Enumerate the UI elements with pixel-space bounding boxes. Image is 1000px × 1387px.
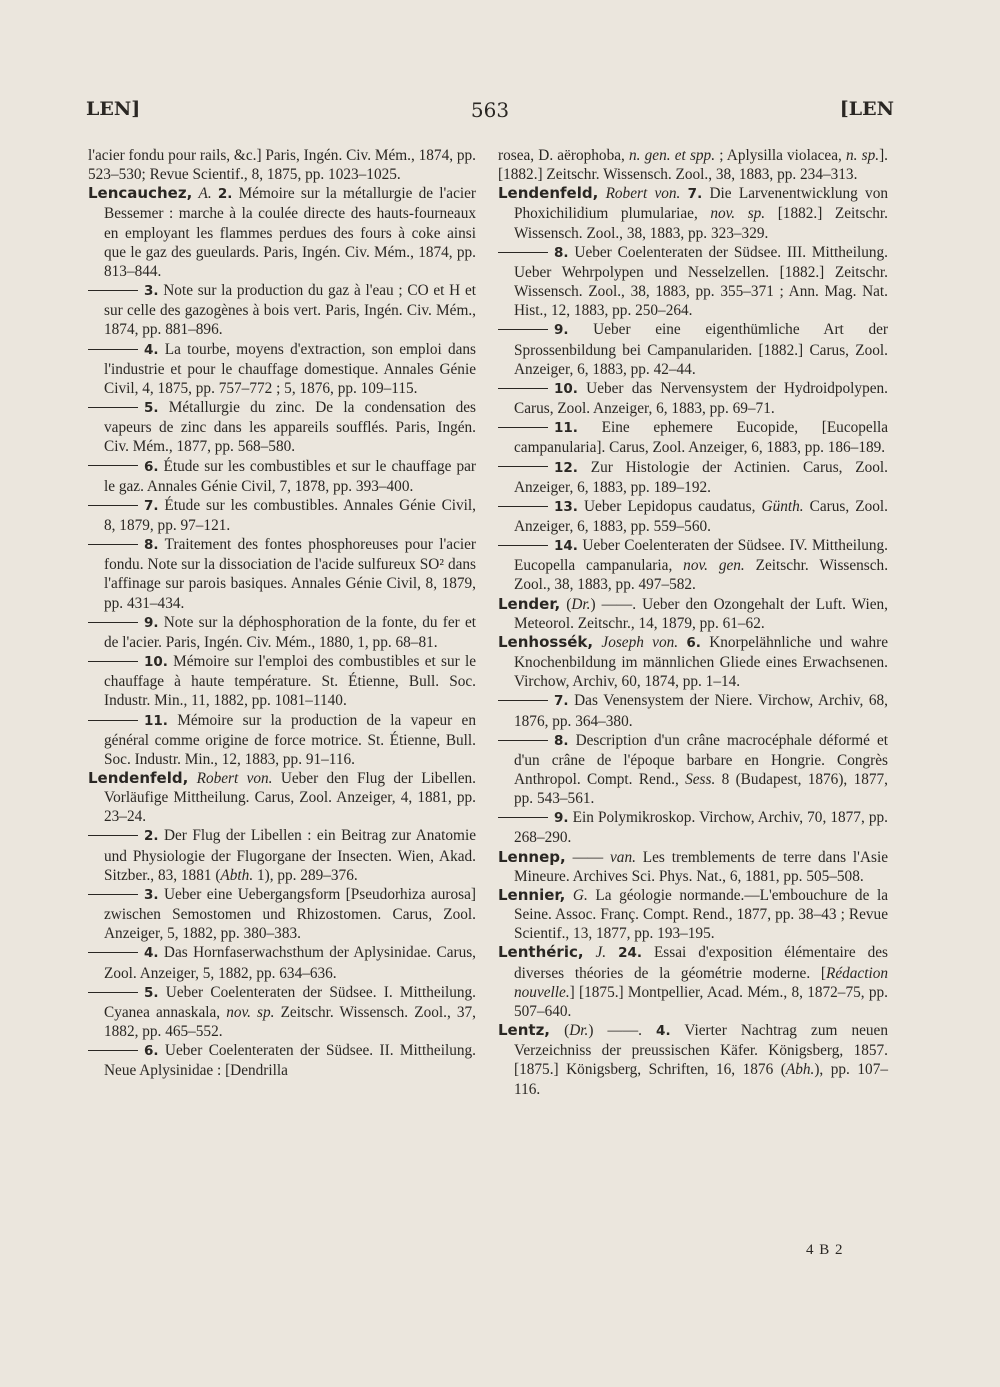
running-head-left: LEN] (86, 98, 141, 120)
italic-text: Abh. (785, 1061, 815, 1079)
continuation-entry (498, 458, 888, 497)
entry-text: l'acier fondu pour rails, &c.] Paris, Ingén. Civ. Mém., 1874, pp. 523–530; Revue Scientif., 8, 1875, pp. 1023–1025. (88, 147, 476, 184)
ditto-dash (88, 835, 138, 836)
entry-text (598, 185, 605, 202)
entry-number: 12. (554, 459, 578, 476)
entry-number: 4. (144, 341, 159, 358)
author-name: Lenhossék, (498, 632, 594, 651)
entry-text: La tourbe, moyens d'extraction, son emploi dans l'industrie et pour le chauffage domestique. Annales Génie Civil, 4, 1875, pp. 757–772 ; 5, 1876, pp. 109–115. (104, 340, 476, 397)
italic-text: Abth. (220, 866, 254, 884)
author-entry (498, 886, 888, 943)
ditto-dash (498, 466, 548, 467)
author-entry (88, 184, 476, 281)
entry-number: 10. (144, 654, 168, 671)
page-number: 563 (470, 98, 510, 122)
author-entry (498, 848, 888, 886)
entry-text: Traitement des fontes phosphoreuses pour l'acier fondu. Note sur la dissociation de l'acide sulfureux SO² dans l'affinage sur parois basiques. Annales Génie Civil, 8, 1879, pp. 431–434. (104, 536, 476, 612)
entry-text: Ueber eine eigenthümliche Art der Sprossenbildung bei Campanulariden. [1882.] Carus, Zool. Anzeiger, 6, 1883, pp. 42–44. (514, 321, 888, 378)
author-entry (498, 184, 888, 242)
ditto-dash (88, 544, 138, 545)
italic-text: G. (572, 886, 588, 904)
italic-text: Robert von. (196, 770, 273, 787)
continuation-entry (88, 885, 476, 943)
running-head (86, 98, 894, 128)
entry-text: ) ——. (588, 1022, 657, 1040)
entry-number: 14. (554, 538, 578, 555)
author-name: Lendenfeld, (88, 769, 189, 787)
continuation-entry (498, 243, 888, 321)
entry-text: ( (550, 1022, 570, 1040)
italic-text: Rédaction nouvelle. (514, 964, 888, 1001)
entry-number: 4. (656, 1023, 671, 1040)
ditto-dash (88, 349, 138, 350)
continuation-entry (88, 340, 476, 398)
entry-text: ( (560, 595, 572, 613)
entry-text: Description d'un crâne macrocéphale déformé et d'un crâne de l'époque barbare en Hongrie. Congrès Anthropol. Compt. Rend., (514, 731, 888, 788)
author-name: Lentz, (498, 1021, 551, 1040)
continuation-entry (498, 808, 888, 847)
author-entry (498, 595, 888, 633)
continuation-entry (88, 613, 476, 652)
entry-text (606, 944, 618, 961)
continuation-entry (88, 535, 476, 613)
entry-text (680, 185, 687, 202)
entry-text: ), pp. 107–116. (514, 1061, 888, 1098)
entry-text: Der Flug der Libellen : ein Beitrag zur Anatomie und Physiologie der Flugorgane der Insecten. Wien, Akad. Sitzber., 83, 1881 ( (104, 827, 476, 884)
entry-number: 11. (144, 712, 168, 729)
entry-text: Ueber das Nervensystem der Hydroidpolypen. Carus, Zool. Anzeiger, 6, 1883, pp. 69–71. (514, 379, 888, 418)
entry-text: Mémoire sur l'emploi des combustibles et sur le chauffage à haute température. St. Étienne, Bull. Soc. Industr. Min., 11, 1882, pp. 1081–1140. (104, 653, 476, 710)
entry-text: Les tremblements de terre dans l'Asie Mineure. Archives Sci. Phys. Nat., 6, 1881, pp. 505–508. (514, 848, 888, 885)
italic-text: nov. gen. (683, 557, 745, 575)
ditto-dash (498, 545, 548, 546)
entry-number: 2. (217, 186, 233, 203)
entry-text: Ueber eine Uebergangsform [Pseudorhiza aurosa] zwischen Semostomen und Rhizostomen. Carus, Zool. Anzeiger, 5, 1882, pp. 380–383. (104, 885, 476, 943)
ditto-dash (498, 427, 548, 428)
entry-text: Zur Histologie der Actinien. Carus, Zool. Anzeiger, 6, 1883, pp. 189–192. (514, 458, 888, 496)
continuation-entry (88, 983, 476, 1041)
ditto-dash (88, 505, 138, 506)
entry-text: Note sur la déphosphoration de la fonte, du fer et de l'acier. Paris, Ingén. Civ. Mém., 1880, 1, pp. 68–81. (104, 613, 476, 651)
ditto-dash (88, 720, 138, 721)
entry-number: 24. (618, 945, 643, 962)
entry-number: 7. (554, 693, 569, 710)
italic-text: Dr. (571, 595, 591, 613)
entry-text: Zeitschr. Wissensch. Zool., 38, 1883, pp. 497–582. (514, 557, 889, 594)
author-entry (88, 769, 476, 826)
italic-text: Robert von. (605, 185, 681, 203)
ditto-dash (498, 506, 548, 507)
entry-text: —— (565, 848, 611, 866)
signature-mark: 4 B 2 (806, 1242, 844, 1258)
entry-text: Ueber den Flug der Libellen. Vorläufige Mittheilung. Carus, Zool. Anzeiger, 4, 1881, pp. 23–24. (104, 770, 476, 826)
ditto-dash (498, 740, 548, 741)
continuation-entry (88, 652, 476, 710)
entry-text: Mémoire sur la métallurgie de l'acier Bessemer : marche à la coulée directe des hauts-fourneaux en employant les flammes perdues des fours à coke ainsi que le gaz des gueulards. Paris, Ingén. Civ. Mém., 1874, pp. 813–844. (104, 185, 477, 280)
entry-number: 9. (554, 810, 569, 827)
entry-text: Vierter Nachtrag zum neuen Verzeichniss der preussischen Käfer. Königsberg, 1857. [1875.] Königsberg, Schriften, 16, 1876 ( (514, 1022, 888, 1079)
right-column (498, 146, 888, 1099)
continuation-entry (498, 418, 888, 457)
continuation-entry (498, 379, 888, 418)
entry-text: Mémoire sur la production de la vapeur en général comme origine de force motrice. St. Étienne, Bull. Soc. Industr. Min., 12, 1883, pp. 91–116. (104, 711, 476, 768)
italic-text: nov. sp. (710, 205, 766, 223)
continuation-entry (88, 281, 476, 339)
italic-text: nov. sp. (226, 1003, 275, 1021)
entry-number: 7. (144, 497, 159, 514)
author-name: Lennier, (498, 885, 566, 904)
entry-text: ] [1875.] Montpellier, Acad. Mém., 8, 1872–75, pp. 507–640. (514, 983, 888, 1020)
ditto-dash (498, 252, 548, 253)
ditto-dash (88, 407, 138, 408)
entry-text: Carus, Zool. Anzeiger, 6, 1883, pp. 559–560. (514, 497, 888, 535)
entry-text: Zeitschr. Wissensch. Zool., 37, 1882, pp. 465–552. (104, 1003, 476, 1041)
entry-number: 2. (144, 828, 159, 845)
ditto-dash (498, 817, 548, 818)
ditto-dash (88, 952, 138, 953)
ditto-dash (498, 388, 548, 389)
entry-text: Étude sur les combustibles et sur le chauffage par le gaz. Annales Génie Civil, 7, 1878, pp. 393–400. (104, 457, 476, 495)
entry-text: Ueber Coelenteraten der Südsee. I. Mittheilung. Cyanea annaskala, (104, 983, 476, 1021)
continuation-entry (88, 1041, 476, 1080)
entry-number: 8. (554, 732, 569, 749)
entry-text: rosea, D. aërophoba, (498, 147, 630, 164)
italic-text: n. sp. (845, 147, 880, 164)
entry-number: 3. (144, 283, 159, 300)
entry-text (565, 887, 573, 904)
continuation-entry (498, 691, 888, 730)
entry-text: La géologie normande.—L'embouchure de la Seine. Assoc. Franç. Compt. Rend., 1877, pp. 38–43 ; Revue Scientif., 13, 1877, pp. 193–195. (514, 886, 888, 943)
entry-text: [1882.] Zeitschr. Wissensch. Zool., 38, 1883, pp. 323–329. (514, 205, 888, 242)
entry-number: 10. (554, 380, 578, 397)
author-entry (498, 943, 888, 1021)
ditto-dash (88, 622, 138, 623)
entry-text: ; Aplysilla violacea, (715, 147, 846, 164)
entry-text: Ein Polymikroskop. Virchow, Archiv, 70, 1877, pp. 268–290. (514, 809, 888, 847)
entry-text (584, 944, 596, 961)
ditto-dash (88, 894, 138, 895)
entry-text: Die Larvenentwicklung von Phoxichilidium plumulariae, (514, 185, 888, 223)
italic-text: van. (610, 848, 636, 866)
entry-text: Étude sur les combustibles. Annales Génie Civil, 8, 1879, pp. 97–121. (104, 496, 476, 534)
entry-text: Ueber Lepidopus caudatus, (577, 497, 762, 515)
continuation-entry (88, 398, 476, 456)
italic-text: Dr. (569, 1022, 589, 1040)
entry-text: Métallurgie du zinc. De la condensation des vapeurs de zinc dans les appareils soufflés. Paris, Ingén. Civ. Mém., 1877, pp. 568–580. (104, 399, 476, 456)
ditto-dash (498, 329, 548, 330)
italic-text: A. (198, 185, 212, 203)
author-entry (498, 633, 888, 691)
carried-over-text (88, 146, 476, 184)
entry-text: Essai d'exposition élémentaire des diverses théories de la géométrie moderne. [ (514, 944, 888, 982)
continuation-entry (88, 943, 476, 982)
entry-text: Das Venensystem der Niere. Virchow, Archiv, 68, 1876, pp. 364–380. (514, 692, 888, 730)
italic-text: Sess. (685, 771, 716, 788)
author-name: Lennep, (498, 847, 566, 866)
entry-text: ]. [1882.] Zeitschr. Wissensch. Zool., 38, 1883, pp. 234–313. (498, 147, 888, 184)
entry-number: 6. (686, 634, 701, 651)
entry-number: 4. (144, 945, 159, 962)
entry-number: 8. (144, 537, 159, 554)
ditto-dash (88, 290, 138, 291)
entry-number: 3. (144, 886, 159, 903)
entry-text: Ueber Coelenteraten der Südsee. III. Mittheilung. Ueber Wehrpolypen und Nesselzellen. [1882.] Zeitschr. Wissensch. Zool., 38, 1883, pp. 355–371 ; Ann. Mag. Nat. Hist., 12, 1883, pp. 250–264. (514, 243, 888, 320)
author-entry (498, 1021, 888, 1099)
continuation-entry (498, 536, 888, 594)
continuation-entry (88, 826, 476, 884)
entry-number: 13. (554, 498, 578, 515)
ditto-dash (88, 992, 138, 993)
ditto-dash (498, 700, 548, 701)
italic-text: n. gen. et spp. (629, 147, 716, 164)
entry-text: Eine ephemere Eucopide, [Eucopella campanularia]. Carus, Zool. Anzeiger, 6, 1883, pp. 186–189. (514, 419, 888, 457)
author-name: Lenthéric, (498, 943, 584, 962)
continuation-entry (498, 320, 888, 378)
entry-text: Das Hornfaserwachsthum der Aplysinidae. Carus, Zool. Anzeiger, 5, 1882, pp. 634–636. (104, 944, 476, 982)
entry-text: Knorpelähnliche und wahre Knochenbildung im männlichen Gliede eines Erwachsenen. Virchow, Archiv, 60, 1874, pp. 1–14. (514, 633, 889, 691)
entry-number: 6. (144, 1043, 159, 1060)
continuation-entry (498, 497, 888, 536)
left-column (88, 146, 476, 1081)
entry-text: Ueber Coelenteraten der Südsee. IV. Mittheilung. Eucopella campanularia, (514, 537, 888, 575)
continuation-entry (88, 496, 476, 535)
author-name: Lencauchez, (88, 184, 193, 203)
entry-number: 8. (554, 244, 569, 261)
entry-number: 5. (144, 984, 159, 1001)
running-head-right: [LEN (839, 98, 894, 120)
entry-number: 11. (554, 420, 578, 437)
entry-text (188, 770, 196, 787)
continuation-entry (498, 731, 888, 809)
entry-number: 9. (144, 614, 159, 631)
entry-text: ) ——. Ueber den Ozongehalt der Luft. Wien, Meteorol. Zeitschr., 14, 1879, pp. 61–62. (514, 595, 889, 632)
author-name: Lendenfeld, (498, 184, 599, 203)
ditto-dash (88, 1050, 138, 1051)
entry-number: 9. (554, 322, 569, 339)
ditto-dash (88, 661, 138, 662)
author-name: Lender, (498, 594, 561, 613)
entry-text: Note sur la production du gaz à l'eau ; CO et H et sur celle des gazogènes à bois vert. Paris, Ingén. Civ. Mém., 1874, pp. 881–896. (104, 282, 476, 339)
continuation-entry (88, 457, 476, 496)
continuation-entry (88, 711, 476, 769)
ditto-dash (88, 465, 138, 466)
entry-number: 5. (144, 400, 159, 417)
italic-text: Joseph von. (601, 633, 679, 651)
italic-text: J. (595, 944, 607, 962)
entry-number: 7. (687, 186, 703, 203)
entry-text: 1), pp. 289–376. (253, 866, 358, 884)
entry-number: 6. (144, 458, 159, 475)
carried-over-text (498, 146, 888, 184)
entry-text: Ueber Coelenteraten der Südsee. II. Mittheilung. Neue Aplysinidae : [Dendrilla (104, 1042, 476, 1080)
entry-text: 8 (Budapest, 1876), 1877, pp. 543–561. (514, 771, 888, 808)
italic-text: Günth. (761, 497, 804, 515)
